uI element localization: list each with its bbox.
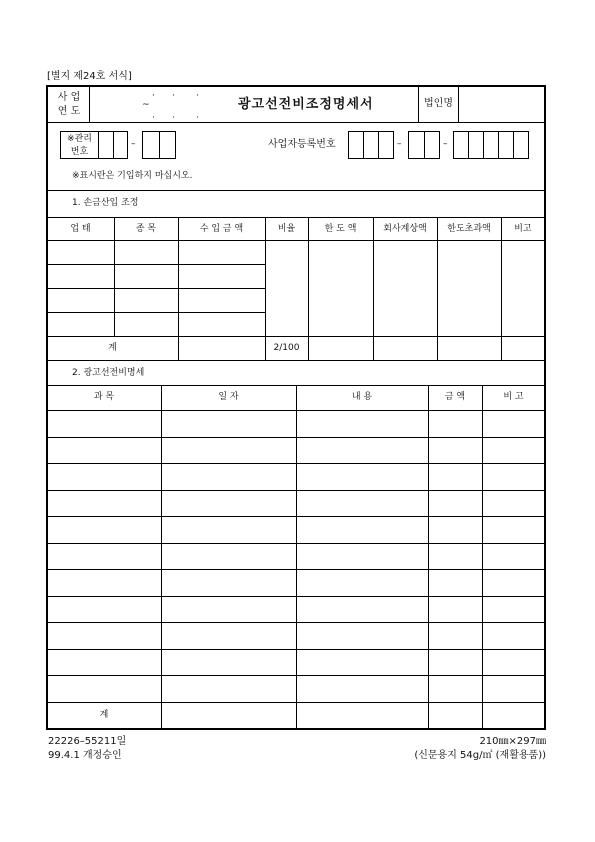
year-start-dot-3: · xyxy=(196,91,199,101)
s2-header-account: 과 목 xyxy=(93,392,115,402)
year-range-separator: ~ xyxy=(142,100,150,110)
s1-header-ratio: 비율 xyxy=(277,224,296,234)
bizreg-dash-1: – xyxy=(397,139,402,149)
bizreg-dash-2: – xyxy=(443,139,448,149)
year-label-line1: 사 업 xyxy=(57,92,81,103)
bizreg-label: 사업자등록번호 xyxy=(268,139,336,150)
s2-header-description: 내 용 xyxy=(351,392,373,402)
year-start-dot-1: · xyxy=(152,91,155,101)
year-label-line2: 연 도 xyxy=(57,106,81,117)
mgmt-no-label-line1: ※관리 xyxy=(67,134,92,144)
s1-header-business-type: 업 태 xyxy=(70,224,91,234)
s1-total-label: 계 xyxy=(108,343,117,353)
year-end-dot-3: · xyxy=(196,113,199,123)
s1-header-excess: 한도초과액 xyxy=(447,224,491,234)
s2-header-remarks: 비 고 xyxy=(503,392,524,402)
s1-header-company-booked: 회사계상액 xyxy=(383,224,427,234)
bizreg-box-3[interactable] xyxy=(453,131,529,159)
section1-title: 1. 손금산입 조정 xyxy=(72,198,139,208)
year-start-dot-2: · xyxy=(172,91,175,101)
s1-header-business-item: 종 목 xyxy=(135,224,157,234)
form-label: [별지 제24호 서식] xyxy=(47,71,132,82)
section2-title: 2. 광고선전비명세 xyxy=(72,368,145,378)
year-end-dot-1: · xyxy=(152,113,155,123)
year-end-dot-2: · xyxy=(172,113,175,123)
corp-name-label: 법인명 xyxy=(424,98,453,109)
s1-header-limit: 한 도 액 xyxy=(324,224,357,234)
footer-approval: 99.4.1 개정승인 xyxy=(48,750,122,761)
s2-total-label: 계 xyxy=(99,710,109,720)
footer-paper-type: (신문용지 54g/㎡ (재활용품)) xyxy=(414,750,546,761)
s1-ratio-total: 2/100 xyxy=(273,343,300,353)
footer-form-code: 22226–55211일 xyxy=(48,736,127,747)
s2-header-amount: 금 액 xyxy=(444,392,466,402)
form-title: 광고선전비조정명세서 xyxy=(238,97,374,112)
mgmt-no-dash: – xyxy=(131,139,136,149)
s1-header-revenue: 수 입 금 액 xyxy=(199,224,244,234)
bizreg-box-1[interactable] xyxy=(348,131,394,159)
mgmt-no-label-line2: 번호 xyxy=(70,147,89,157)
s1-header-remarks: 비고 xyxy=(514,224,532,234)
s2-header-date: 일 자 xyxy=(218,392,239,402)
footer-paper-size: 210㎜×297㎜ xyxy=(479,736,546,747)
notice-text: ※표시란은 기입하지 마십시오. xyxy=(72,171,193,181)
